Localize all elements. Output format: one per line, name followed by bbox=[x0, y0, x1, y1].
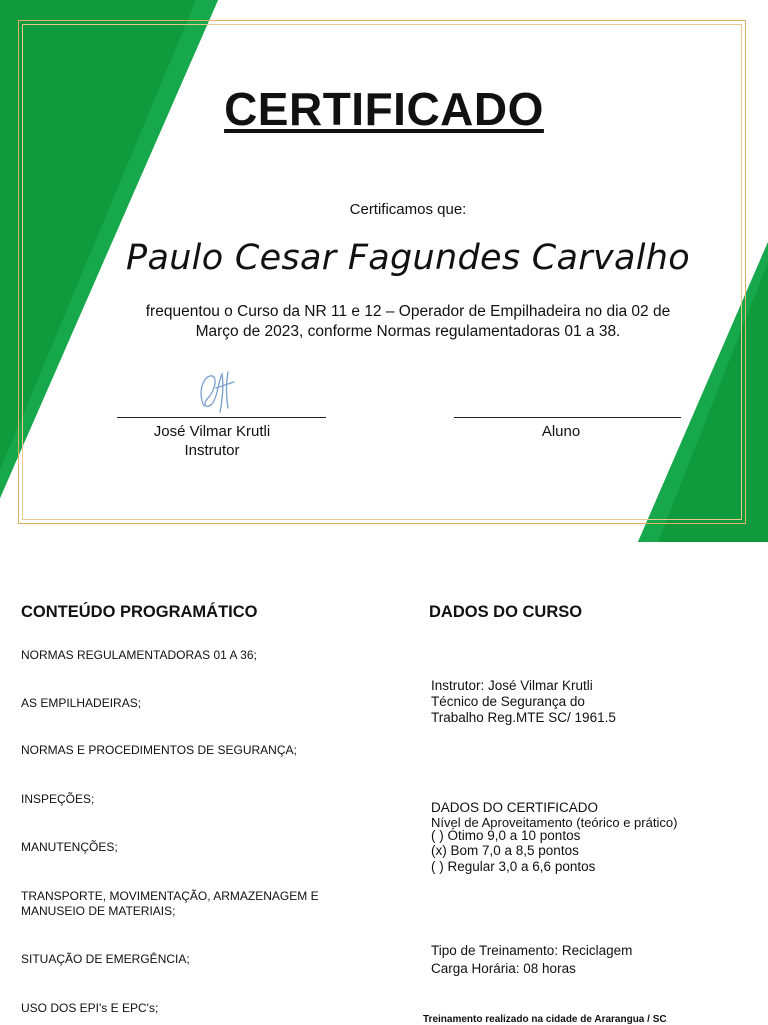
option-excellent: ( ) Ótimo 9,0 a 10 pontos bbox=[431, 828, 581, 843]
course-instructor: Instrutor: José Vilmar Krutli bbox=[431, 678, 593, 693]
program-item: AS EMPILHADEIRAS; bbox=[21, 696, 142, 710]
option-regular: ( ) Regular 3,0 a 6,6 pontos bbox=[431, 859, 596, 874]
instructor-signature-line bbox=[117, 417, 326, 418]
instructor-role: Instrutor bbox=[184, 442, 240, 459]
course-credential-line2: Trabalho Reg.MTE SC/ 1961.5 bbox=[431, 710, 616, 725]
program-item: MANUSEIO DE MATERIAIS; bbox=[21, 904, 176, 918]
program-item: USO DOS EPI's E EPC's; bbox=[21, 1001, 159, 1015]
program-item: INSPEÇÕES; bbox=[21, 792, 95, 806]
certificate-title: CERTIFICADO bbox=[224, 83, 544, 135]
workload: Carga Horária: 08 horas bbox=[431, 961, 576, 976]
certificate-body-line2: Março de 2023, conforme Normas regulamentadoras 01 a 38. bbox=[195, 323, 621, 340]
student-signature-line bbox=[454, 417, 681, 418]
achievement-level: Nível de Aproveitamento (teórico e prático) bbox=[431, 815, 678, 830]
training-type: Tipo de Treinamento: Reciclagem bbox=[431, 943, 633, 958]
program-item: TRANSPORTE, MOVIMENTAÇÃO, ARMAZENAGEM E bbox=[21, 889, 319, 903]
option-good: (x) Bom 7,0 a 8,5 pontos bbox=[431, 843, 579, 858]
student-label: Aluno bbox=[541, 423, 581, 440]
recipient-name: Paulo Cesar Fagundes Carvalho bbox=[126, 238, 690, 278]
training-location: Treinamento realizado na cidade de Ararangua / SC bbox=[423, 1014, 667, 1025]
course-credential-line1: Técnico de Segurança do bbox=[431, 694, 585, 709]
certificate-body-line1: frequentou o Curso da NR 11 e 12 – Operador de Empilhadeira no dia 02 de bbox=[145, 303, 671, 320]
instructor-name: José Vilmar Krutli bbox=[153, 423, 271, 440]
program-item: NORMAS REGULAMENTADORAS 01 A 36; bbox=[21, 648, 257, 662]
instructor-signature bbox=[192, 368, 242, 416]
course-heading: DADOS DO CURSO bbox=[429, 603, 583, 621]
program-item: MANUTENÇÕES; bbox=[21, 840, 118, 854]
certify-intro: Certificamos que: bbox=[349, 201, 467, 218]
certificate-body bbox=[110, 302, 706, 342]
program-item: SITUAÇÃO DE EMERGÊNCIA; bbox=[21, 952, 190, 966]
certificate-data-heading: DADOS DO CERTIFICADO bbox=[431, 800, 599, 815]
program-heading: CONTEÚDO PROGRAMÁTICO bbox=[21, 603, 258, 621]
program-item: NORMAS E PROCEDIMENTOS DE SEGURANÇA; bbox=[21, 743, 297, 757]
